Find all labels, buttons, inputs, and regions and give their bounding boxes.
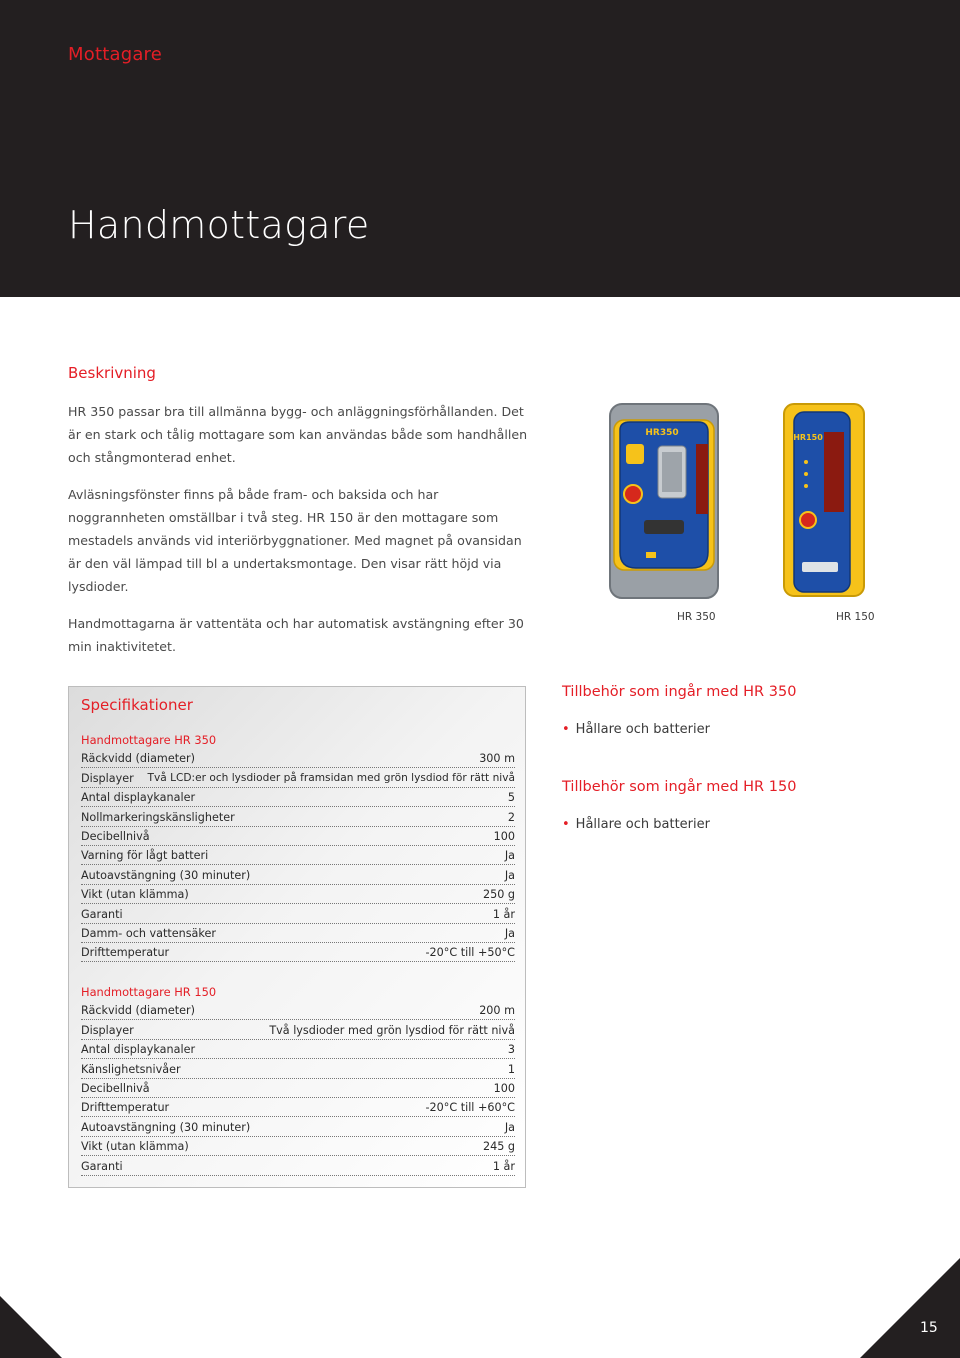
spec-value: 5 (507, 791, 515, 805)
hr350-spec-heading: Handmottagare HR 350 (81, 733, 217, 747)
spec-value: 1 år (492, 907, 515, 921)
spec-row (81, 1020, 515, 1039)
specifications-box (68, 686, 526, 1188)
spec-label: Damm- och vattensäker (81, 926, 216, 940)
spec-value: 100 (493, 1081, 515, 1095)
spec-value: Två lysdioder med grön lysdiod för rätt nivå (269, 1023, 515, 1037)
spec-label: Autoavstängning (30 minuter) (81, 1120, 251, 1134)
spec-row (81, 827, 515, 846)
corner-decoration (0, 1258, 960, 1358)
spec-label: Autoavstängning (30 minuter) (81, 868, 251, 882)
bullet-icon: • (562, 722, 570, 737)
spec-label: Räckvidd (diameter) (81, 752, 195, 766)
spec-value: -20°C till +50°C (425, 946, 515, 960)
spec-value: 1 år (492, 1159, 515, 1173)
spec-label: Antal displaykanaler (81, 791, 196, 805)
hr350-product-image (606, 402, 722, 602)
spec-value: 2 (507, 810, 515, 824)
spec-label: Garanti (81, 1159, 123, 1173)
spec-value: 100 (493, 829, 515, 843)
spec-row (81, 924, 515, 943)
accessories-hr350-heading: Tillbehör som ingår med HR 350 (562, 684, 797, 700)
spec-row (81, 1117, 515, 1136)
spec-label: Nollmarkeringskänsligheter (81, 810, 235, 824)
spec-row (81, 1156, 515, 1175)
spec-value: 250 g (482, 888, 515, 902)
page-number: 15 (920, 1320, 938, 1336)
hr150-spec-heading: Handmottagare HR 150 (81, 985, 217, 999)
spec-label: Garanti (81, 907, 123, 921)
spec-row (81, 846, 515, 865)
description-paragraph-2: Avläsningsfönster finns på både fram- och baksida och har noggrannheten omställbar i två steg. HR 150 är den mottagare som mestadels används vid interiörbyggnationer. Med magnet på ovansidan är den väl lämpad till bl a undertaksmontage. Den visar rätt höjd via lysdioder. (68, 487, 522, 594)
description-paragraph-3: Handmottagarna är vattentäta och har automatisk avstängning efter 30 min inaktivitetet. (68, 616, 524, 654)
accessories-hr350-item-text: Hållare och batterier (575, 722, 710, 737)
spec-value: Ja (504, 849, 515, 863)
spec-label: Displayer (81, 771, 134, 785)
spec-label: Varning för lågt batteri (81, 849, 209, 863)
spec-row (81, 1059, 515, 1078)
description-heading: Beskrivning (68, 364, 156, 382)
spec-row (81, 904, 515, 923)
spec-label: Decibellnivå (81, 1081, 150, 1095)
spec-row (81, 865, 515, 884)
spec-label: Vikt (utan klämma) (81, 1140, 189, 1154)
bullet-icon: • (562, 817, 570, 832)
hr350-device-label: HR350 (645, 428, 679, 438)
description-paragraph-1: HR 350 passar bra till allmänna bygg- och anläggningsförhållanden. Det är en stark och tålig mottagare som kan användas både som handhållen och stångmonterad enhet. (68, 404, 528, 465)
hr150-spec-table (81, 1001, 515, 1176)
section-label: Mottagare (68, 44, 163, 65)
spec-label: Vikt (utan klämma) (81, 888, 189, 902)
spec-row (81, 1040, 515, 1059)
header-band (0, 0, 960, 297)
spec-label: Drifttemperatur (81, 1101, 170, 1115)
hr150-caption: HR 150 (836, 611, 875, 623)
spec-row (81, 1098, 515, 1117)
accessories-hr350-item (562, 722, 710, 737)
spec-value: Ja (504, 926, 515, 940)
hr150-device-label: HR150 (793, 433, 823, 442)
spec-row (81, 768, 515, 787)
spec-label: Displayer (81, 1023, 134, 1037)
accessories-hr150-heading: Tillbehör som ingår med HR 150 (562, 779, 797, 795)
accessories-hr150-item-text: Hållare och batterier (575, 817, 710, 832)
spec-row (81, 943, 515, 962)
spec-row (81, 885, 515, 904)
spec-row (81, 1137, 515, 1156)
accessories-hr150-item (562, 817, 710, 832)
spec-value: -20°C till +60°C (425, 1101, 515, 1115)
spec-label: Antal displaykanaler (81, 1043, 196, 1057)
spec-value: 245 g (482, 1140, 515, 1154)
hr350-caption: HR 350 (677, 611, 716, 623)
spec-label: Drifttemperatur (81, 946, 170, 960)
spec-value: Ja (504, 1120, 515, 1134)
specifications-title: Specifikationer (81, 696, 193, 714)
spec-value: 3 (507, 1043, 515, 1057)
spec-row (81, 749, 515, 768)
spec-value: 1 (507, 1062, 515, 1076)
spec-value: Två LCD:er och lysdioder på framsidan med grön lysdiod för rätt nivå (147, 771, 515, 784)
spec-label: Känslighetsnivåer (81, 1062, 181, 1076)
spec-row (81, 807, 515, 826)
spec-label: Decibellnivå (81, 829, 150, 843)
description-text (68, 400, 528, 672)
hr150-product-image (780, 402, 868, 598)
spec-value: 200 m (479, 1004, 515, 1018)
spec-value: Ja (504, 868, 515, 882)
spec-label: Räckvidd (diameter) (81, 1004, 195, 1018)
spec-row (81, 1079, 515, 1098)
hr350-spec-table (81, 749, 515, 962)
page-title: Handmottagare (68, 203, 370, 247)
spec-value: 300 m (479, 752, 515, 766)
spec-row (81, 1001, 515, 1020)
spec-row (81, 788, 515, 807)
